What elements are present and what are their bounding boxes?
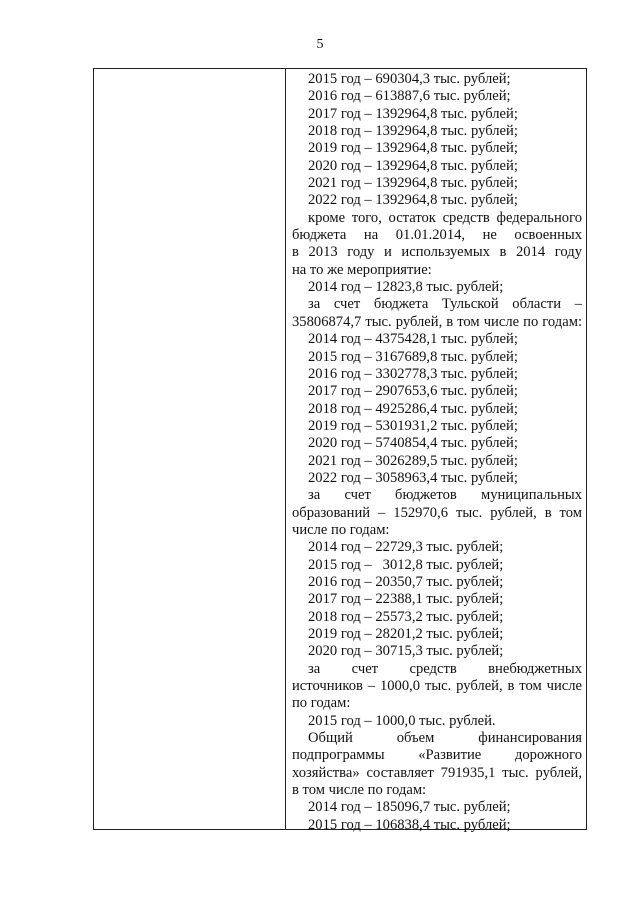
text-line: 2016 год – 613887,6 тыс. рублей;	[308, 88, 511, 105]
text-line: 2015 год – 1000,0 тыс. рублей.	[308, 712, 496, 729]
text-line: 2014 год – 185096,7 тыс. рублей;	[308, 799, 511, 816]
text-line: 2018 год – 4925286,4 тыс. рублей;	[308, 400, 518, 417]
text-line: 2016 год – 20350,7 тыс. рублей;	[308, 573, 504, 590]
text-line: образований – 152970,6 тыс. рублей, в том	[292, 504, 582, 521]
text-line: 2014 год – 22729,3 тыс. рублей;	[308, 539, 504, 556]
text-line: 2019 год – 28201,2 тыс. рублей;	[308, 626, 504, 642]
text-line: 2016 год – 3302778,3 тыс. рублей;	[308, 365, 518, 382]
text-line: за счет бюджета Тульской области –	[308, 296, 582, 313]
text-line: 2014 год – 12823,8 тыс. рублей;	[308, 279, 504, 296]
text-line: 2022 год – 1392964,8 тыс. рублей;	[308, 192, 518, 209]
text-line: 2017 год – 22388,1 тыс. рублей;	[308, 591, 504, 608]
text-line: 2018 год – 1392964,8 тыс. рублей;	[308, 123, 518, 140]
column-divider	[285, 69, 286, 829]
text-line: 2015 год – 690304,3 тыс. рублей;	[308, 71, 511, 87]
text-line: за счет бюджетов муниципальных	[308, 487, 582, 504]
text-line: 35806874,7 тыс. рублей, в том числе по годам:	[292, 313, 582, 330]
text-line: хозяйства» составляет 791935,1 тыс. рублей,	[292, 764, 582, 781]
text-line: 2018 год – 25573,2 тыс. рублей;	[308, 608, 504, 625]
text-line: на то же мероприятие:	[292, 261, 432, 278]
text-line: 2015 год – 106838,4 тыс. рублей;	[308, 816, 511, 833]
text-line: за счет средств внебюджетных	[308, 660, 582, 677]
text-line: 2020 год – 5740854,4 тыс. рублей;	[308, 435, 518, 452]
text-line: 2014 год – 4375428,1 тыс. рублей;	[308, 331, 518, 348]
text-line: по годам:	[292, 695, 351, 712]
text-line: в том числе по годам:	[292, 782, 427, 799]
text-line: бюджета на 01.01.2014, не освоенных	[292, 227, 582, 244]
text-line: 2015 год – 3167689,8 тыс. рублей;	[308, 348, 518, 365]
text-line: 2015 год – 3012,8 тыс. рублей;	[308, 556, 504, 573]
table-right-cell	[292, 71, 582, 834]
text-line: 2020 год – 30715,3 тыс. рублей;	[308, 643, 504, 660]
page-number: 5	[316, 37, 324, 52]
text-line: подпрограммы «Развитие дорожного	[292, 747, 582, 764]
text-line: 2020 год – 1392964,8 тыс. рублей;	[308, 157, 518, 174]
text-line: 2017 год – 1392964,8 тыс. рублей;	[308, 105, 518, 122]
text-line: Общий объем финансирования	[308, 730, 582, 747]
text-line: 2021 год – 1392964,8 тыс. рублей;	[308, 175, 518, 192]
text-line: числе по годам:	[292, 521, 390, 538]
table-frame	[93, 68, 587, 833]
text-line: 2022 год – 3058963,4 тыс. рублей;	[308, 469, 518, 486]
text-line: в 2013 году и используемых в 2014 году	[292, 244, 582, 261]
text-line: кроме того, остаток средств федерального	[308, 209, 582, 226]
text-line: 2019 год – 5301931,2 тыс. рублей;	[308, 417, 518, 434]
text-line: 2017 год – 2907653,6 тыс. рублей;	[308, 383, 518, 400]
text-line: источников – 1000,0 тыс. рублей, в том числе	[292, 678, 582, 695]
text-line: 2021 год – 3026289,5 тыс. рублей;	[308, 452, 518, 469]
text-line: 2019 год – 1392964,8 тыс. рублей;	[308, 140, 518, 157]
